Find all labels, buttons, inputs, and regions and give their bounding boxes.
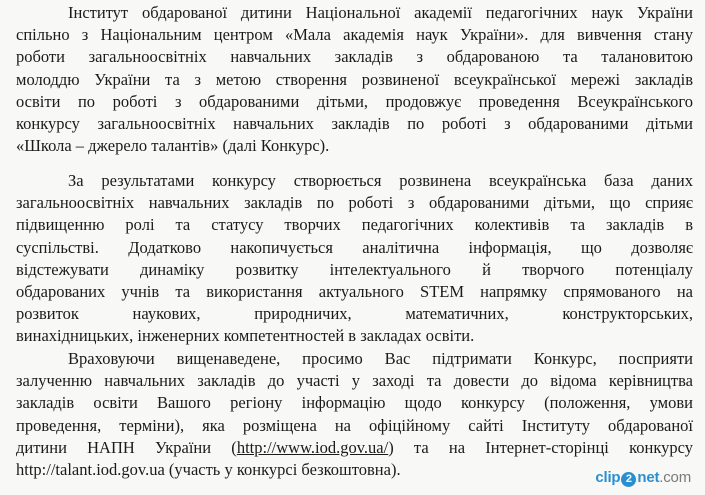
paragraph-line: загальноосвітніх навчальних закладів по роботі з обдарованими дітьми, що сприяє — [16, 193, 693, 213]
paragraph-line: підвищенню ролі та статусу творчих педагогічних колективів та закладів в — [16, 215, 693, 235]
paragraph-institute-intro — [16, 2, 693, 157]
paragraph-line: розвиток наукових, природничих, математичних, конструкторських, — [16, 304, 693, 324]
paragraph-line: відстежувати динаміку розвитку інтелектуального й творчого потенціалу — [16, 259, 693, 279]
paragraph-line: http://talant.iod.gov.ua (участь у конкурсі безкоштовна). — [16, 460, 401, 480]
paragraph-line: закладів освіти Вашого регіону інформацію щодо конкурсу (положення, умови — [16, 393, 693, 413]
paragraph-line: винахідницьких, інженерних компетентностей в закладах освіти. — [16, 326, 475, 346]
paragraph-contest-results — [16, 170, 693, 348]
paragraph-line: освіти по роботі з обдарованими дітьми, продовжує проведення Всеукраїнського — [16, 91, 693, 111]
paragraph-line-with-link — [16, 437, 693, 459]
paragraph-line: молоддю України та з метою створення розвиненої всеукраїнської мережі закладів — [16, 69, 693, 89]
paragraph-line: роботи загальноосвітніх навчальних закладів з обдарованою та талановитою — [16, 47, 693, 67]
paragraph-line: спільно з Національним центром «Мала академія наук України». для вивчення стану — [16, 25, 693, 45]
line-text: ) та на Інтернет-сторінці конкурсу — [388, 437, 693, 457]
paragraph-line: суспільстві. Додатково накопичується аналітична інформація, що дозволяє — [16, 237, 693, 257]
paragraph-line: обдарованих учнів та використання актуального STEM напрямку спрямованого на — [16, 282, 693, 302]
paragraph-line: За результатами конкурсу створюється розвинена всеукраїнська база даних — [68, 171, 693, 190]
paragraph-line: Враховуючи вищенаведене, просимо Вас підтримати Конкурс, посприяти — [68, 349, 693, 368]
paragraph-line: залученню навчальних закладів до участі у заході та довести до відома керівництва — [16, 371, 693, 391]
paragraph-line: проведення, терміни), яка розміщена на офіційному сайті Інституту обдарованої — [16, 415, 693, 435]
watermark-text: .com — [659, 468, 691, 486]
line-text: дитини НАПН України ( — [16, 437, 237, 457]
institute-site-link[interactable]: http://www.iod.gov.ua/ — [236, 437, 389, 457]
watermark-text: clip — [595, 468, 621, 486]
paragraph-line: «Школа – джерело талантів» (далі Конкурс). — [16, 136, 330, 156]
paragraph-line: Інститут обдарованої дитини Національної академії педагогічних наук України — [68, 3, 693, 22]
clip2net-watermark-logo — [595, 467, 691, 489]
paragraph-support-request — [16, 348, 693, 481]
watermark-badge: 2 — [621, 472, 636, 487]
watermark-text: net — [637, 468, 660, 486]
paragraph-line: конкурсу загальноосвітніх навчальних закладів по роботі з обдарованими дітьми — [16, 114, 693, 134]
